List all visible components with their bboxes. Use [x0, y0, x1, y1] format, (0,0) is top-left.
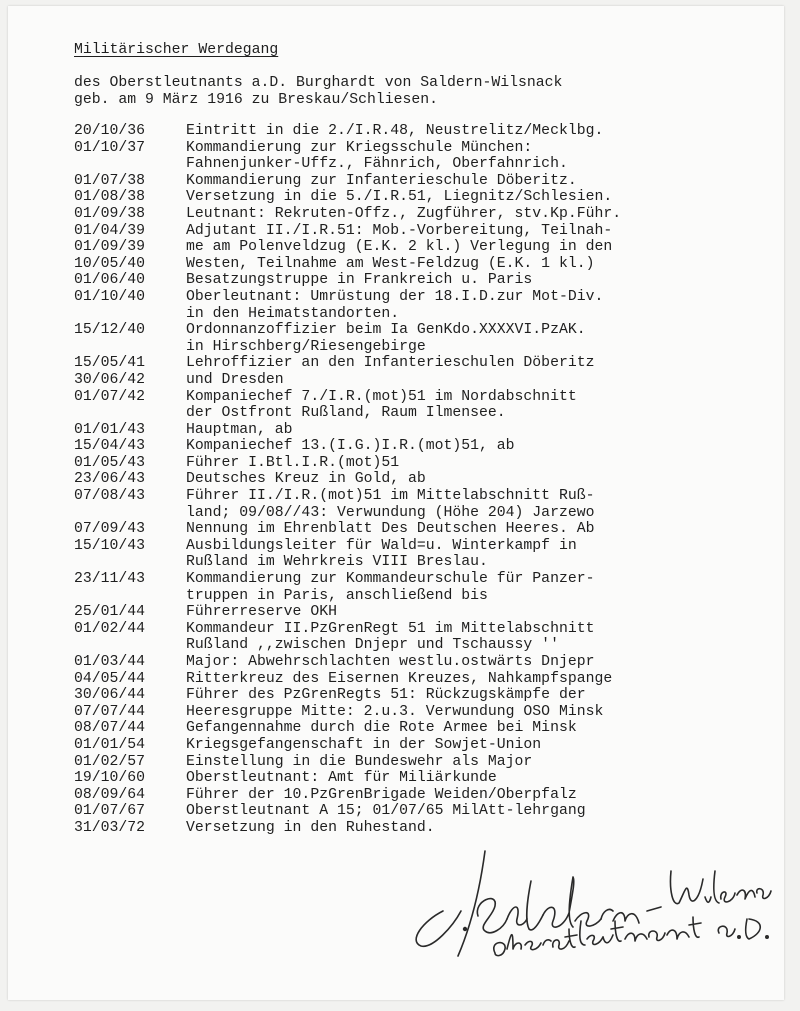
career-entry-row: [74, 372, 774, 389]
entry-text: me am Polenveldzug (E.K. 2 kl.) Verlegung in den: [186, 239, 613, 256]
entry-text: und Dresden: [186, 371, 284, 388]
entry-text: Führer I.Btl.I.R.(mot)51: [186, 454, 400, 471]
career-entry-row: [74, 571, 774, 588]
entry-date: 10/05/40: [74, 255, 146, 272]
entry-date: 01/04/39: [74, 222, 146, 239]
entry-text: Kriegsgefangenschaft in der Sowjet-Union: [186, 736, 542, 753]
career-entry-row: [74, 720, 774, 737]
entry-date: 25/01/44: [74, 604, 146, 621]
career-entry-row: [74, 538, 774, 555]
career-entry-row: [74, 455, 774, 472]
entry-text: Westen, Teilnahme am West-Feldzug (E.K. 1 kl.): [186, 255, 595, 272]
intro-line: geb. am 9 März 1916 zu Breskau/Schliesen.: [74, 91, 439, 108]
entry-text: Kompaniechef 13.(I.G.)I.R.(mot)51, ab: [186, 438, 515, 455]
entry-date: 01/06/40: [74, 272, 146, 289]
career-entry-row: [74, 123, 774, 140]
entry-text: der Ostfront Rußland, Raum Ilmensee.: [186, 405, 506, 422]
career-entry-row: [74, 671, 774, 688]
entry-text: in den Heimatstandorten.: [186, 305, 400, 322]
entry-text: Führerreserve OKH: [186, 604, 337, 621]
entry-text: Ritterkreuz des Eisernen Kreuzes, Nahkampfspange: [186, 670, 613, 687]
entry-date: 31/03/72: [74, 819, 146, 836]
entry-text: Oberstleutnant: Amt für Miliärkunde: [186, 770, 497, 787]
entry-text: Major: Abwehrschlachten westlu.ostwärts Dnjepr: [186, 654, 595, 670]
entry-text: Versetzung in den Ruhestand.: [186, 819, 435, 836]
entry-text: Kommandeur II.PzGrenRegt 51 im Mittelabschnitt: [186, 620, 595, 637]
entry-date: 07/07/44: [74, 703, 146, 720]
entry-date: [74, 588, 186, 605]
entry-date: 01/07/67: [74, 803, 146, 820]
entry-date: 07/09/43: [74, 521, 146, 538]
entry-date: 01/03/44: [74, 654, 146, 670]
signature-drawing: [403, 841, 773, 966]
entry-date: 01/09/39: [74, 239, 146, 256]
career-entry-row: [74, 505, 774, 522]
career-entry-row: [74, 405, 774, 422]
entry-date: 01/01/54: [74, 736, 146, 753]
entry-text: Oberstleutnant A 15; 01/07/65 MilAtt-lehrgang: [186, 803, 586, 820]
entry-date: [74, 505, 186, 522]
entry-date: [74, 405, 186, 422]
entry-text: Ausbildungsleiter für Wald=u. Winterkampf in: [186, 537, 577, 554]
entry-date: 01/10/37: [74, 139, 146, 156]
entry-text: Einstellung in die Bundeswehr als Major: [186, 753, 533, 770]
entry-date: 01/10/40: [74, 288, 146, 305]
entry-date: 04/05/44: [74, 670, 146, 687]
entry-text: Eintritt in die 2./I.R.48, Neustrelitz/Mecklbg.: [186, 123, 604, 139]
career-entry-row: [74, 239, 774, 256]
entry-date: 01/02/44: [74, 620, 146, 637]
career-entry-row: [74, 223, 774, 240]
career-entry-row: [74, 339, 774, 356]
entry-date: 19/10/60: [74, 770, 146, 787]
entry-text: Deutsches Kreuz in Gold, ab: [186, 471, 426, 488]
document-page: [8, 6, 784, 1000]
career-entry-row: [74, 604, 774, 621]
entry-text: Führer der 10.PzGrenBrigade Weiden/Oberpfalz: [186, 786, 577, 803]
entry-text: Führer des PzGrenRegts 51: Rückzugskämpfe der: [186, 687, 586, 704]
career-entry-row: [74, 554, 774, 571]
career-entry-row: [74, 471, 774, 488]
entry-date: 15/10/43: [74, 537, 146, 554]
career-entry-row: [74, 306, 774, 323]
entry-text: Rußland ,,zwischen Dnjepr und Tschaussy '': [186, 637, 559, 654]
entry-date: 01/07/38: [74, 172, 146, 189]
career-entry-row: [74, 803, 774, 820]
entry-text: Heeresgruppe Mitte: 2.u.3. Verwundung OSO Minsk: [186, 703, 604, 720]
career-entry-row: [74, 173, 774, 190]
entry-text: Kommandierung zur Kriegsschule München:: [186, 139, 533, 156]
entry-text: Hauptman, ab: [186, 421, 293, 438]
entry-date: 01/01/43: [74, 421, 146, 438]
entry-date: 23/06/43: [74, 471, 146, 488]
entry-date: [74, 637, 186, 654]
entry-text: Adjutant II./I.R.51: Mob.-Vorbereitung, Teilnah-: [186, 222, 613, 239]
entry-date: [74, 554, 186, 571]
career-entry-row: [74, 322, 774, 339]
entry-date: 30/06/42: [74, 371, 146, 388]
entry-date: 23/11/43: [74, 571, 146, 588]
career-entry-row: [74, 355, 774, 372]
entry-text: in Hirschberg/Riesengebirge: [186, 338, 426, 355]
entry-date: 15/05/41: [74, 355, 146, 372]
entry-text: Kommandierung zur Infanterieschule Döberitz.: [186, 172, 577, 189]
career-entry-row: [74, 737, 774, 754]
entry-date: [74, 339, 186, 356]
entry-text: land; 09/08//43: Verwundung (Höhe 204) Jarzewo: [186, 504, 595, 521]
career-entry-row: [74, 654, 774, 671]
entry-text: Rußland im Wehrkreis VIII Breslau.: [186, 554, 488, 571]
entry-date: 01/08/38: [74, 189, 146, 206]
career-entry-row: [74, 438, 774, 455]
entry-date: 20/10/36: [74, 123, 146, 139]
entry-text: Fahnenjunker-Uffz., Fähnrich, Oberfahnrich.: [186, 156, 568, 173]
entry-text: truppen in Paris, anschließend bis: [186, 587, 488, 604]
document-heading: Militärischer Werdegang: [74, 42, 279, 58]
career-entry-row: [74, 289, 774, 306]
entry-date: 01/07/42: [74, 388, 146, 405]
career-entry-row: [74, 189, 774, 206]
entry-text: Kompaniechef 7./I.R.(mot)51 im Nordabschnitt: [186, 388, 577, 405]
intro-line: des Oberstleutnants a.D. Burghardt von Saldern-Wilsnack: [74, 75, 563, 91]
document-intro: [74, 75, 562, 109]
career-entry-row: [74, 422, 774, 439]
entry-date: [74, 156, 186, 173]
career-entry-row: [74, 140, 774, 157]
career-entry-row: [74, 621, 774, 638]
entry-text: Leutnant: Rekruten-Offz., Zugführer, stv.Kp.Führ.: [186, 205, 622, 222]
entry-date: 15/12/40: [74, 322, 146, 339]
career-entry-row: [74, 588, 774, 605]
entry-date: 08/07/44: [74, 720, 146, 737]
entry-date: 30/06/44: [74, 687, 146, 704]
entry-date: 01/02/57: [74, 753, 146, 770]
entry-text: Ordonnanzoffizier beim Ia GenKdo.XXXXVI.PzAK.: [186, 322, 586, 339]
entry-text: Führer II./I.R.(mot)51 im Mittelabschnitt Ruß-: [186, 488, 595, 505]
handwritten-signature: [403, 841, 773, 966]
career-entry-row: [74, 256, 774, 273]
career-entry-row: [74, 687, 774, 704]
career-entry-row: [74, 488, 774, 505]
career-entry-row: [74, 206, 774, 223]
entry-text: Oberleutnant: Umrüstung der 18.I.D.zur Mot-Div.: [186, 288, 604, 305]
career-entry-row: [74, 637, 774, 654]
entry-date: 08/09/64: [74, 786, 146, 803]
entry-text: Besatzungstruppe in Frankreich u. Paris: [186, 272, 533, 289]
entry-text: Gefangennahme durch die Rote Armee bei Minsk: [186, 720, 577, 737]
career-entries-list: [74, 123, 774, 837]
entry-date: 07/08/43: [74, 488, 146, 505]
entry-date: 01/09/38: [74, 205, 146, 222]
entry-date: 15/04/43: [74, 438, 146, 455]
entry-text: Lehroffizier an den Infanterieschulen Döberitz: [186, 355, 595, 372]
career-entry-row: [74, 754, 774, 771]
entry-date: 01/05/43: [74, 454, 146, 471]
career-entry-row: [74, 820, 774, 837]
entry-date: [74, 306, 186, 323]
entry-text: Versetzung in die 5./I.R.51, Liegnitz/Schlesien.: [186, 189, 613, 206]
career-entry-row: [74, 704, 774, 721]
career-entry-row: [74, 787, 774, 804]
career-entry-row: [74, 389, 774, 406]
entry-text: Nennung im Ehrenblatt Des Deutschen Heeres. Ab: [186, 521, 595, 538]
entry-text: Kommandierung zur Kommandeurschule für Panzer-: [186, 571, 595, 588]
career-entry-row: [74, 156, 774, 173]
career-entry-row: [74, 770, 774, 787]
career-entry-row: [74, 521, 774, 538]
career-entry-row: [74, 272, 774, 289]
